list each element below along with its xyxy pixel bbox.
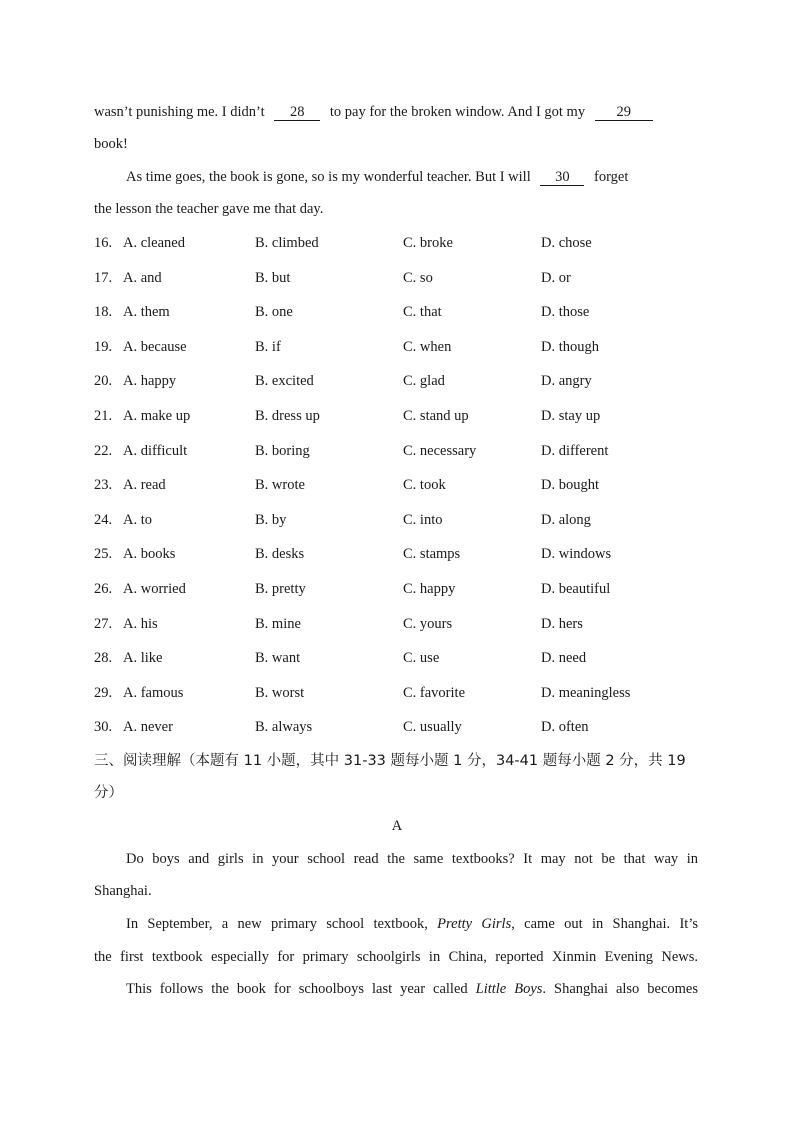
- option-c: C. yours: [403, 616, 453, 632]
- option-b: B. if: [255, 339, 281, 355]
- book-title: Pretty Girls: [437, 916, 512, 932]
- option-b: B. pretty: [255, 581, 306, 597]
- passage-text: forget: [593, 169, 629, 185]
- option-a: A. books: [123, 546, 176, 562]
- option-a: A. them: [123, 304, 170, 320]
- option-c: C. stamps: [403, 546, 461, 562]
- question-number: 16.: [94, 235, 113, 251]
- question-number: 26.: [94, 581, 113, 597]
- question-number: 25.: [94, 546, 113, 562]
- question-number: 22.: [94, 443, 113, 459]
- option-d: D. windows: [541, 546, 612, 562]
- option-b: B. climbed: [255, 235, 319, 251]
- reading-text: This follows the book for schoolboys last year called: [126, 981, 468, 997]
- reading-paragraph-1-line-1: Do boys and girls in your school read the same textbooks? It may not be that way in: [126, 851, 698, 867]
- passage-label: A: [391, 818, 403, 834]
- option-c: C. necessary: [403, 443, 477, 459]
- question-18: [94, 302, 694, 322]
- question-22: [94, 441, 694, 461]
- option-d: D. different: [541, 443, 609, 459]
- option-c: C. so: [403, 270, 433, 286]
- option-c: C. happy: [403, 581, 456, 597]
- passage-text: As time goes, the book is gone, so is my wonderful teacher. But I will: [126, 169, 531, 185]
- option-b: B. by: [255, 512, 287, 528]
- question-number: 23.: [94, 477, 113, 493]
- question-number: 24.: [94, 512, 113, 528]
- option-c: C. into: [403, 512, 443, 528]
- question-21: [94, 406, 694, 426]
- question-23: [94, 475, 694, 495]
- option-b: B. but: [255, 270, 291, 286]
- option-d: D. need: [541, 650, 587, 666]
- question-20: [94, 371, 694, 391]
- question-19: [94, 337, 694, 357]
- section-heading-continued: 分）: [94, 785, 123, 801]
- blank-29: 29: [595, 104, 653, 121]
- option-a: A. and: [123, 270, 162, 286]
- option-a: A. his: [123, 616, 158, 632]
- option-a: A. difficult: [123, 443, 188, 459]
- option-b: B. want: [255, 650, 301, 666]
- option-a: A. because: [123, 339, 187, 355]
- option-d: D. bought: [541, 477, 599, 493]
- option-d: D. hers: [541, 616, 583, 632]
- option-d: D. chose: [541, 235, 592, 251]
- option-d: D. along: [541, 512, 591, 528]
- book-title: Little Boys: [475, 981, 543, 997]
- option-b: B. wrote: [255, 477, 305, 493]
- passage-text: wasn’t punishing me. I didn’t: [94, 104, 265, 120]
- option-b: B. excited: [255, 373, 314, 389]
- option-b: B. worst: [255, 685, 305, 701]
- passage-text: to pay for the broken window. And I got my: [329, 104, 586, 120]
- question-number: 19.: [94, 339, 113, 355]
- option-d: D. though: [541, 339, 599, 355]
- reading-paragraph-1-line-2: Shanghai.: [94, 883, 152, 899]
- option-a: A. famous: [123, 685, 184, 701]
- option-c: C. when: [403, 339, 452, 355]
- question-number: 28.: [94, 650, 113, 666]
- option-b: B. desks: [255, 546, 305, 562]
- question-number: 29.: [94, 685, 113, 701]
- question-27: [94, 614, 694, 634]
- passage-line-2: book!: [94, 136, 128, 152]
- option-c: C. usually: [403, 719, 462, 735]
- passage-line-1: [94, 102, 698, 122]
- option-c: C. that: [403, 304, 442, 320]
- reading-paragraph-2-line-1: [126, 914, 698, 934]
- option-c: C. broke: [403, 235, 453, 251]
- blank-30: 30: [540, 169, 584, 186]
- option-c: C. took: [403, 477, 446, 493]
- reading-text: , came out in Shanghai. It’s: [511, 916, 699, 932]
- option-c: C. glad: [403, 373, 445, 389]
- question-number: 30.: [94, 719, 113, 735]
- passage-line-4: the lesson the teacher gave me that day.: [94, 201, 324, 217]
- section-heading: 三、阅读理解（本题有 11 小题，其中 31-33 题每小题 1 分，34-41 题每小题 2 分，共 19: [94, 753, 686, 769]
- option-a: A. worried: [123, 581, 186, 597]
- option-a: A. read: [123, 477, 166, 493]
- option-c: C. favorite: [403, 685, 466, 701]
- option-d: D. beautiful: [541, 581, 611, 597]
- option-d: D. angry: [541, 373, 592, 389]
- option-b: B. one: [255, 304, 293, 320]
- question-24: [94, 510, 694, 530]
- passage-line-3: [126, 167, 698, 187]
- question-17: [94, 268, 694, 288]
- option-a: A. like: [123, 650, 163, 666]
- blank-28: 28: [274, 104, 320, 121]
- option-b: B. always: [255, 719, 313, 735]
- option-a: A. to: [123, 512, 152, 528]
- question-28: [94, 648, 694, 668]
- question-number: 17.: [94, 270, 113, 286]
- option-c: C. use: [403, 650, 440, 666]
- question-25: [94, 544, 694, 564]
- question-16: [94, 233, 694, 253]
- option-d: D. stay up: [541, 408, 601, 424]
- question-number: 21.: [94, 408, 113, 424]
- reading-text: . Shanghai also becomes: [542, 981, 698, 997]
- option-a: A. happy: [123, 373, 177, 389]
- question-number: 18.: [94, 304, 113, 320]
- option-d: D. or: [541, 270, 571, 286]
- question-number: 27.: [94, 616, 113, 632]
- option-a: A. make up: [123, 408, 191, 424]
- option-b: B. mine: [255, 616, 301, 632]
- option-d: D. those: [541, 304, 590, 320]
- option-d: D. often: [541, 719, 589, 735]
- reading-paragraph-3-line-1: [126, 979, 698, 999]
- question-29: [94, 683, 694, 703]
- option-a: A. never: [123, 719, 173, 735]
- option-d: D. meaningless: [541, 685, 631, 701]
- option-c: C. stand up: [403, 408, 469, 424]
- question-26: [94, 579, 694, 599]
- reading-text: In September, a new primary school textbook,: [126, 916, 428, 932]
- reading-paragraph-2-line-2: the first textbook especially for primary schoolgirls in China, reported Xinmin Evening News.: [94, 949, 698, 965]
- option-b: B. boring: [255, 443, 310, 459]
- option-a: A. cleaned: [123, 235, 185, 251]
- question-number: 20.: [94, 373, 113, 389]
- question-30: [94, 717, 694, 737]
- option-b: B. dress up: [255, 408, 320, 424]
